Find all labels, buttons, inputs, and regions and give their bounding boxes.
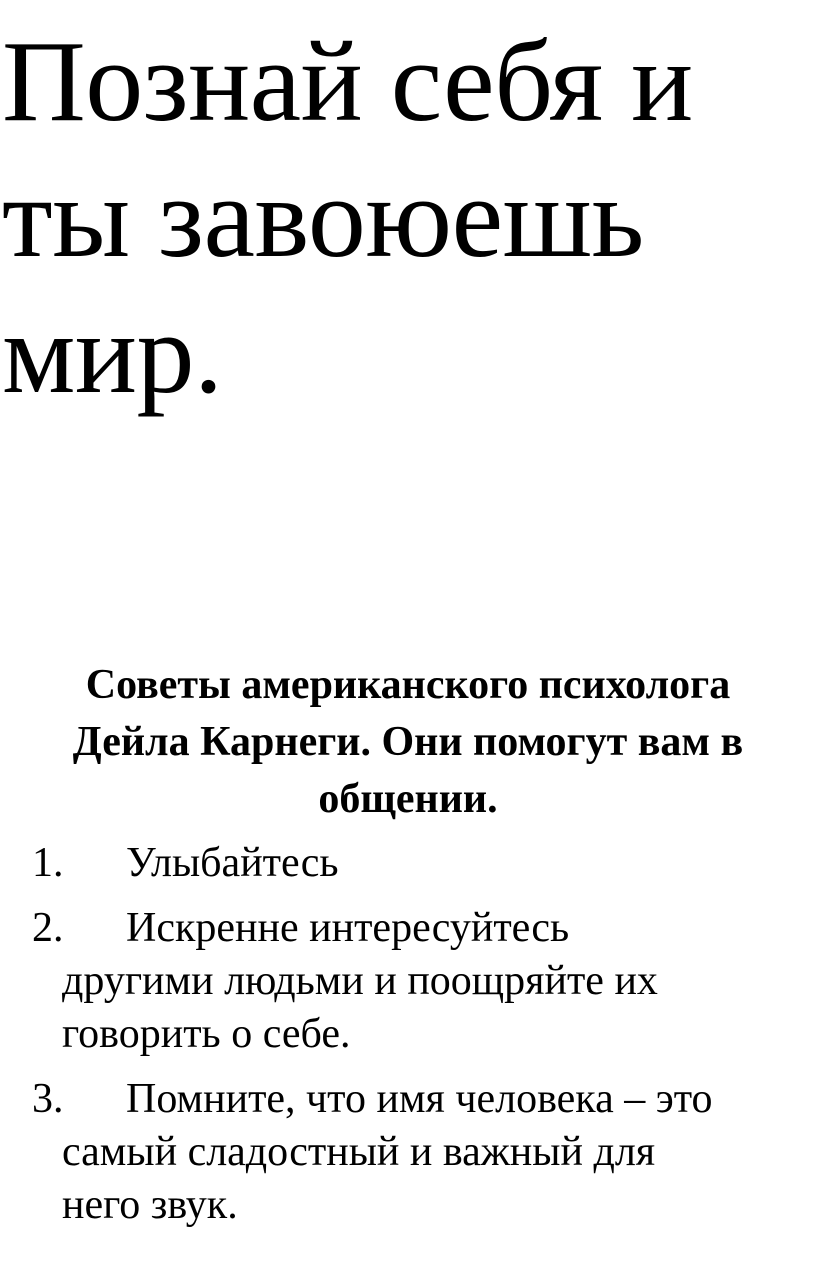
section-heading xyxy=(0,657,816,828)
list-item-text: Искренне интересуйтесь xyxy=(126,905,570,951)
list-item-text: говорить о себе. xyxy=(62,1011,351,1057)
list-item-number: 2. xyxy=(32,905,64,951)
list-item-number: 3. xyxy=(32,1076,64,1122)
list-item-text: Помните, что имя человека – это xyxy=(126,1076,713,1122)
list-item xyxy=(0,1073,816,1232)
title-line: Познай себя и xyxy=(2,18,693,146)
heading-line: Советы американского психолога xyxy=(85,662,731,708)
title-line: мир. xyxy=(2,290,223,418)
tips-list xyxy=(0,837,816,1244)
list-item-text: самый сладостный и важный для xyxy=(62,1129,656,1175)
list-item-text: него звук. xyxy=(62,1182,238,1228)
list-item xyxy=(0,902,816,1061)
page-title xyxy=(2,14,814,422)
list-item-text: другими людьми и поощряйте их xyxy=(62,958,658,1004)
title-line: ты завоюешь xyxy=(2,154,644,282)
list-item xyxy=(0,837,816,890)
heading-line: общении. xyxy=(318,776,498,822)
list-item-number: 1. xyxy=(32,840,64,886)
list-item-text: Улыбайтесь xyxy=(126,840,339,886)
heading-line: Дейла Карнеги. Они помогут вам в xyxy=(72,719,744,765)
